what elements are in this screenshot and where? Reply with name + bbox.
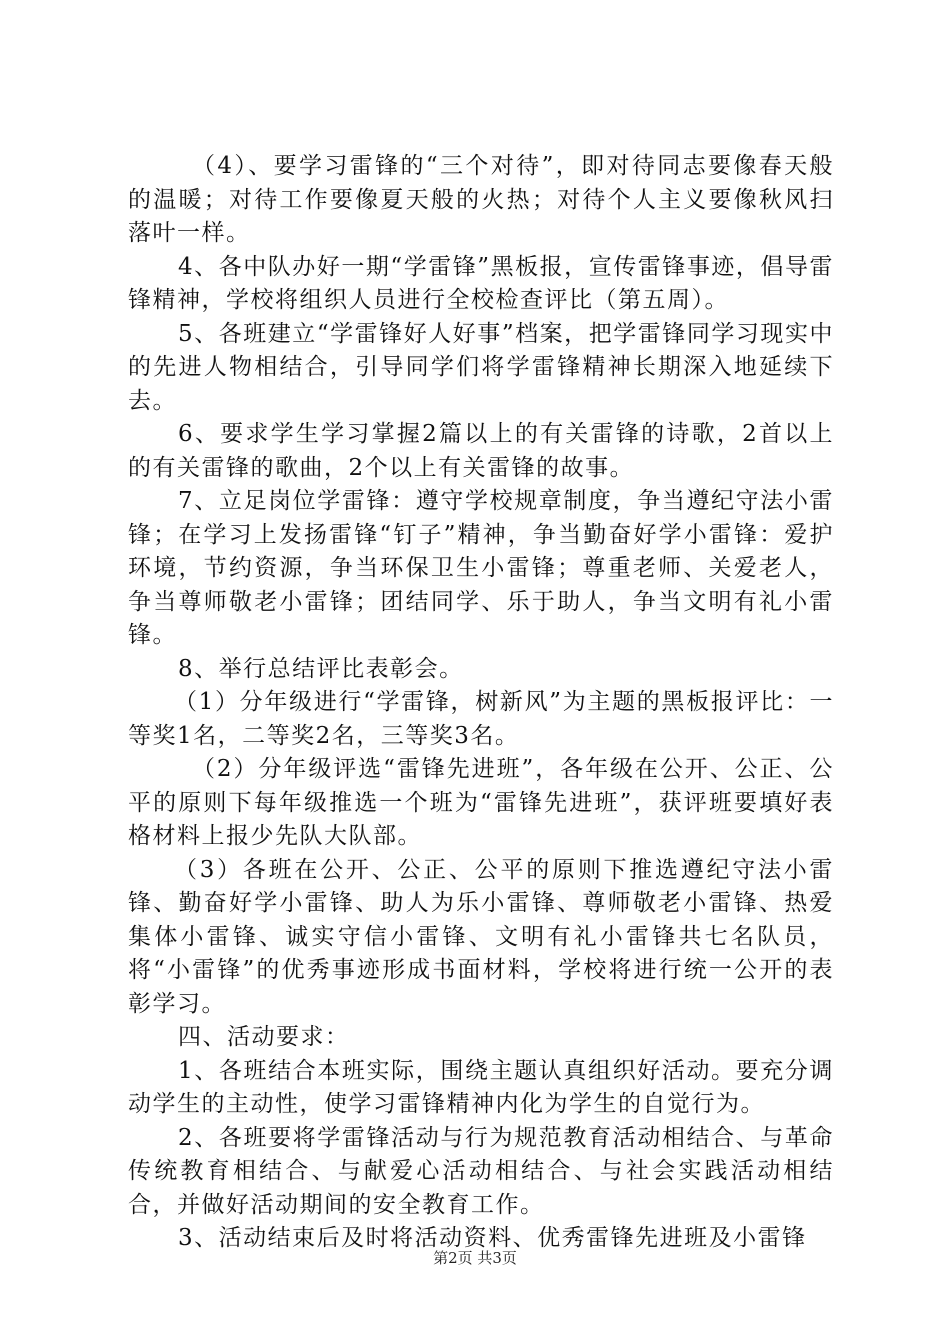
paragraph: 4、各中队办好一期“学雷锋”黑板报，宣传雷锋事迹，倡导雷锋精神，学校将组织人员进行全校检查评比（第五周）。 (128, 253, 834, 313)
paragraph: 6、要求学生学习掌握2篇以上的有关雷锋的诗歌，2首以上的有关雷锋的歌曲，2个以上有关雷锋的故事。 (128, 421, 834, 481)
page-number-footer: 第2页 共3页 (433, 1249, 517, 1267)
paragraph: （1）分年级进行“学雷锋，树新风”为主题的黑板报评比：一等奖1名，二等奖2名，三等奖3名。 (128, 689, 834, 749)
paragraph: 5、各班建立“学雷锋好人好事”档案，把学雷锋同学习现实中的先进人物相结合，引导同学们将学雷锋精神长期深入地延续下去。 (128, 320, 834, 414)
paragraph: 1、各班结合本班实际，围绕主题认真组织好活动。要充分调动学生的主动性，使学习雷锋精神内化为学生的自觉行为。 (128, 1057, 834, 1117)
paragraph: （4）、要学习雷锋的“三个对待”，即对待同志要像春天般的温暖；对待工作要像夏天般的火热；对待个人主义要像秋风扫落叶一样。 (128, 153, 834, 246)
document-body (128, 150, 834, 1256)
paragraph: （2）分年级评选“雷锋先进班”，各年级在公开、公正、公平的原则下每年级推选一个班为“雷锋先进班”，获评班要填好表格材料上报少先队大队部。 (128, 756, 834, 849)
paragraph: 8、举行总结评比表彰会。 (178, 655, 464, 682)
paragraph: 2、各班要将学雷锋活动与行为规范教育活动相结合、与革命传统教育相结合、与献爱心活动相结合、与社会实践活动相结合，并做好活动期间的安全教育工作。 (128, 1124, 834, 1218)
section-heading: 四、活动要求： (178, 1024, 350, 1050)
paragraph: （3）各班在公开、公正、公平的原则下推选遵纪守法小雷锋、勤奋好学小雷锋、助人为乐小雷锋、尊师敬老小雷锋、热爱集体小雷锋、诚实守信小雷锋、文明有礼小雷锋共七名队员，将“小雷锋”的优秀事迹形成书面材料，学校将进行统一公开的表彰学习。 (128, 856, 834, 1017)
paragraph: 3、活动结束后及时将活动资料、优秀雷锋先进班及小雷锋 (178, 1225, 807, 1251)
paragraph: 7、立足岗位学雷锋：遵守学校规章制度，争当遵纪守法小雷锋；在学习上发扬雷锋“钉子”精神，争当勤奋好学小雷锋：爱护环境，节约资源，争当环保卫生小雷锋；尊重老师、关爱老人，争当尊师敬老小雷锋；团结同学、乐于助人，争当文明有礼小雷锋。 (128, 488, 834, 648)
